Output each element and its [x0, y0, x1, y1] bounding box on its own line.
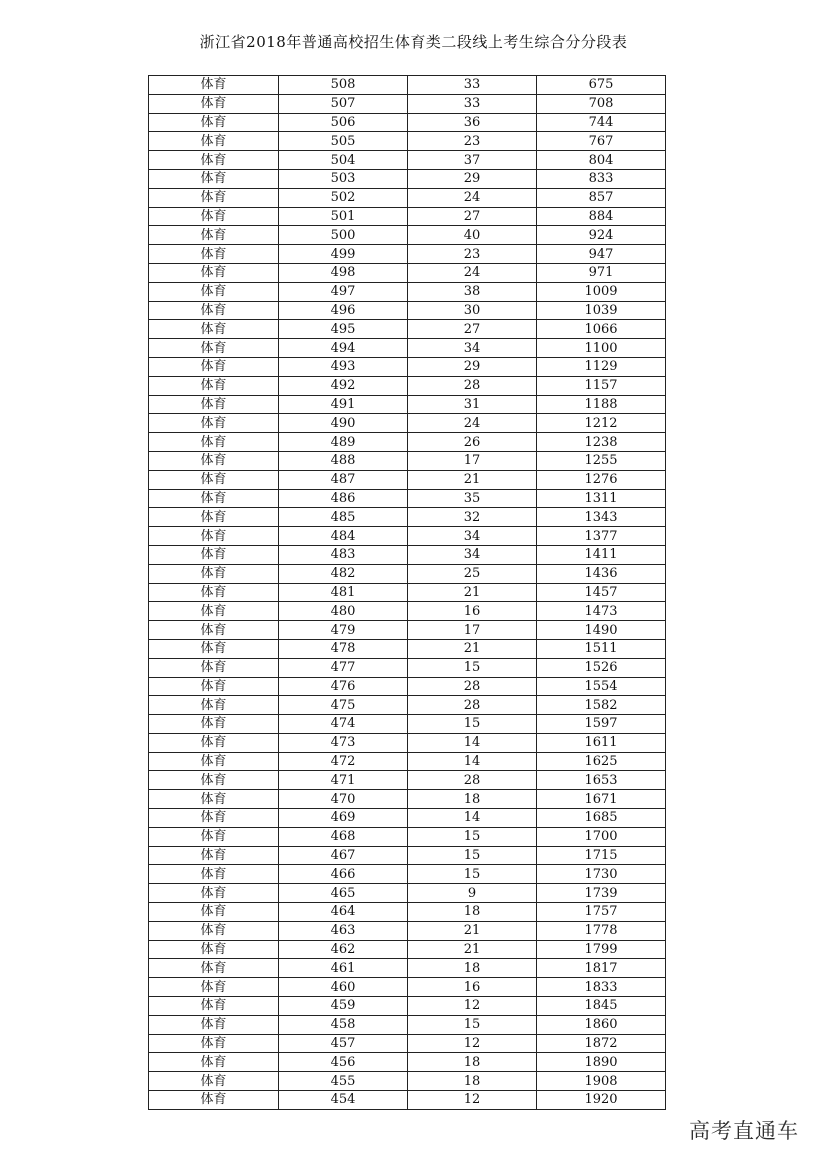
count-cell: 12 — [408, 1091, 537, 1110]
cumulative-cell: 884 — [537, 207, 666, 226]
score-cell: 475 — [279, 696, 408, 715]
table-row — [149, 846, 666, 865]
cumulative-cell: 1872 — [537, 1034, 666, 1053]
count-cell: 12 — [408, 997, 537, 1016]
count-cell: 16 — [408, 602, 537, 621]
category-cell: 体育 — [149, 188, 279, 207]
cumulative-cell: 1671 — [537, 790, 666, 809]
count-cell: 14 — [408, 752, 537, 771]
category-cell: 体育 — [149, 865, 279, 884]
cumulative-cell: 1009 — [537, 282, 666, 301]
table-row — [149, 959, 666, 978]
category-cell: 体育 — [149, 282, 279, 301]
category-cell: 体育 — [149, 301, 279, 320]
score-cell: 463 — [279, 921, 408, 940]
score-distribution-table — [148, 75, 666, 1110]
category-cell: 体育 — [149, 1072, 279, 1091]
table-row — [149, 545, 666, 564]
table-row — [149, 151, 666, 170]
cumulative-cell: 1582 — [537, 696, 666, 715]
table-row — [149, 658, 666, 677]
score-cell: 459 — [279, 997, 408, 1016]
cumulative-cell: 1526 — [537, 658, 666, 677]
cumulative-cell: 1157 — [537, 376, 666, 395]
score-cell: 499 — [279, 245, 408, 264]
score-cell: 462 — [279, 940, 408, 959]
category-cell: 体育 — [149, 395, 279, 414]
count-cell: 27 — [408, 207, 537, 226]
score-cell: 480 — [279, 602, 408, 621]
table-row — [149, 940, 666, 959]
count-cell: 31 — [408, 395, 537, 414]
count-cell: 26 — [408, 433, 537, 452]
table-row — [149, 903, 666, 922]
cumulative-cell: 1860 — [537, 1015, 666, 1034]
score-cell: 496 — [279, 301, 408, 320]
score-cell: 489 — [279, 433, 408, 452]
cumulative-cell: 947 — [537, 245, 666, 264]
table-row — [149, 752, 666, 771]
count-cell: 18 — [408, 903, 537, 922]
cumulative-cell: 1817 — [537, 959, 666, 978]
watermark-logo-text: 高考直通车 — [689, 1119, 799, 1143]
count-cell: 28 — [408, 771, 537, 790]
count-cell: 34 — [408, 545, 537, 564]
score-cell: 457 — [279, 1034, 408, 1053]
count-cell: 15 — [408, 846, 537, 865]
page-title: 浙江省2018年普通高校招生体育类二段线上考生综合分分段表 — [199, 33, 628, 51]
count-cell: 14 — [408, 733, 537, 752]
table-row — [149, 827, 666, 846]
category-cell: 体育 — [149, 207, 279, 226]
score-cell: 495 — [279, 320, 408, 339]
category-cell: 体育 — [149, 76, 279, 95]
cumulative-cell: 1920 — [537, 1091, 666, 1110]
score-cell: 456 — [279, 1053, 408, 1072]
cumulative-cell: 1700 — [537, 827, 666, 846]
score-cell: 506 — [279, 113, 408, 132]
table-row — [149, 451, 666, 470]
cumulative-cell: 1066 — [537, 320, 666, 339]
category-cell: 体育 — [149, 527, 279, 546]
table-row — [149, 771, 666, 790]
cumulative-cell: 1212 — [537, 414, 666, 433]
score-cell: 455 — [279, 1072, 408, 1091]
count-cell: 15 — [408, 1015, 537, 1034]
category-cell: 体育 — [149, 790, 279, 809]
count-cell: 16 — [408, 978, 537, 997]
cumulative-cell: 1188 — [537, 395, 666, 414]
table-row — [149, 621, 666, 640]
category-cell: 体育 — [149, 1091, 279, 1110]
score-cell: 472 — [279, 752, 408, 771]
table-row — [149, 921, 666, 940]
count-cell: 21 — [408, 940, 537, 959]
table-row — [149, 376, 666, 395]
table-row — [149, 865, 666, 884]
count-cell: 38 — [408, 282, 537, 301]
category-cell: 体育 — [149, 320, 279, 339]
cumulative-cell: 1490 — [537, 621, 666, 640]
count-cell: 40 — [408, 226, 537, 245]
score-cell: 454 — [279, 1091, 408, 1110]
category-cell: 体育 — [149, 263, 279, 282]
category-cell: 体育 — [149, 846, 279, 865]
table-row — [149, 639, 666, 658]
cumulative-cell: 1511 — [537, 639, 666, 658]
table-row — [149, 696, 666, 715]
category-cell: 体育 — [149, 959, 279, 978]
category-cell: 体育 — [149, 169, 279, 188]
table-row — [149, 1053, 666, 1072]
category-cell: 体育 — [149, 357, 279, 376]
count-cell: 21 — [408, 583, 537, 602]
table-row — [149, 113, 666, 132]
table-row — [149, 470, 666, 489]
category-cell: 体育 — [149, 470, 279, 489]
score-cell: 494 — [279, 339, 408, 358]
score-cell: 507 — [279, 94, 408, 113]
score-cell: 481 — [279, 583, 408, 602]
table-row — [149, 564, 666, 583]
table-row — [149, 433, 666, 452]
count-cell: 18 — [408, 790, 537, 809]
table-row — [149, 809, 666, 828]
count-cell: 21 — [408, 639, 537, 658]
table-row — [149, 583, 666, 602]
cumulative-cell: 1377 — [537, 527, 666, 546]
cumulative-cell: 1625 — [537, 752, 666, 771]
count-cell: 15 — [408, 658, 537, 677]
score-cell: 485 — [279, 508, 408, 527]
table-row — [149, 169, 666, 188]
table-row — [149, 414, 666, 433]
cumulative-cell: 1799 — [537, 940, 666, 959]
table-body — [149, 76, 666, 1110]
count-cell: 24 — [408, 263, 537, 282]
score-cell: 464 — [279, 903, 408, 922]
table-row — [149, 733, 666, 752]
score-cell: 474 — [279, 715, 408, 734]
category-cell: 体育 — [149, 677, 279, 696]
count-cell: 15 — [408, 715, 537, 734]
table-row — [149, 884, 666, 903]
count-cell: 28 — [408, 677, 537, 696]
category-cell: 体育 — [149, 771, 279, 790]
cumulative-cell: 1730 — [537, 865, 666, 884]
count-cell: 18 — [408, 1072, 537, 1091]
score-cell: 491 — [279, 395, 408, 414]
score-cell: 469 — [279, 809, 408, 828]
count-cell: 24 — [408, 414, 537, 433]
cumulative-cell: 744 — [537, 113, 666, 132]
cumulative-cell: 1597 — [537, 715, 666, 734]
category-cell: 体育 — [149, 376, 279, 395]
table-row — [149, 602, 666, 621]
cumulative-cell: 1908 — [537, 1072, 666, 1091]
category-cell: 体育 — [149, 1015, 279, 1034]
score-cell: 493 — [279, 357, 408, 376]
category-cell: 体育 — [149, 1053, 279, 1072]
category-cell: 体育 — [149, 433, 279, 452]
score-cell: 484 — [279, 527, 408, 546]
category-cell: 体育 — [149, 414, 279, 433]
category-cell: 体育 — [149, 489, 279, 508]
table-row — [149, 677, 666, 696]
category-cell: 体育 — [149, 151, 279, 170]
score-cell: 504 — [279, 151, 408, 170]
score-cell: 501 — [279, 207, 408, 226]
category-cell: 体育 — [149, 715, 279, 734]
category-cell: 体育 — [149, 245, 279, 264]
table-row — [149, 790, 666, 809]
cumulative-cell: 1457 — [537, 583, 666, 602]
cumulative-cell: 857 — [537, 188, 666, 207]
score-cell: 500 — [279, 226, 408, 245]
count-cell: 27 — [408, 320, 537, 339]
score-cell: 505 — [279, 132, 408, 151]
cumulative-cell: 1757 — [537, 903, 666, 922]
cumulative-cell: 1255 — [537, 451, 666, 470]
count-cell: 28 — [408, 696, 537, 715]
count-cell: 18 — [408, 1053, 537, 1072]
category-cell: 体育 — [149, 113, 279, 132]
category-cell: 体育 — [149, 621, 279, 640]
score-cell: 486 — [279, 489, 408, 508]
cumulative-cell: 804 — [537, 151, 666, 170]
score-cell: 488 — [279, 451, 408, 470]
count-cell: 12 — [408, 1034, 537, 1053]
count-cell: 28 — [408, 376, 537, 395]
category-cell: 体育 — [149, 451, 279, 470]
count-cell: 33 — [408, 76, 537, 95]
count-cell: 17 — [408, 451, 537, 470]
category-cell: 体育 — [149, 226, 279, 245]
category-cell: 体育 — [149, 508, 279, 527]
cumulative-cell: 1473 — [537, 602, 666, 621]
table-row — [149, 527, 666, 546]
score-cell: 458 — [279, 1015, 408, 1034]
category-cell: 体育 — [149, 921, 279, 940]
score-cell: 473 — [279, 733, 408, 752]
category-cell: 体育 — [149, 978, 279, 997]
score-cell: 490 — [279, 414, 408, 433]
count-cell: 14 — [408, 809, 537, 828]
score-cell: 471 — [279, 771, 408, 790]
cumulative-cell: 1833 — [537, 978, 666, 997]
cumulative-cell: 1685 — [537, 809, 666, 828]
count-cell: 37 — [408, 151, 537, 170]
cumulative-cell: 1778 — [537, 921, 666, 940]
table-row — [149, 339, 666, 358]
cumulative-cell: 1343 — [537, 508, 666, 527]
score-cell: 492 — [279, 376, 408, 395]
score-cell: 468 — [279, 827, 408, 846]
score-cell: 482 — [279, 564, 408, 583]
table-row — [149, 207, 666, 226]
table-row — [149, 320, 666, 339]
category-cell: 体育 — [149, 602, 279, 621]
table-row — [149, 997, 666, 1016]
score-cell: 497 — [279, 282, 408, 301]
cumulative-cell: 708 — [537, 94, 666, 113]
score-cell: 483 — [279, 545, 408, 564]
cumulative-cell: 1611 — [537, 733, 666, 752]
cumulative-cell: 833 — [537, 169, 666, 188]
count-cell: 15 — [408, 827, 537, 846]
cumulative-cell: 1100 — [537, 339, 666, 358]
category-cell: 体育 — [149, 132, 279, 151]
category-cell: 体育 — [149, 658, 279, 677]
count-cell: 23 — [408, 132, 537, 151]
score-cell: 461 — [279, 959, 408, 978]
score-cell: 508 — [279, 76, 408, 95]
count-cell: 33 — [408, 94, 537, 113]
cumulative-cell: 1890 — [537, 1053, 666, 1072]
count-cell: 29 — [408, 169, 537, 188]
category-cell: 体育 — [149, 696, 279, 715]
table-row — [149, 395, 666, 414]
count-cell: 30 — [408, 301, 537, 320]
score-cell: 476 — [279, 677, 408, 696]
table-row — [149, 489, 666, 508]
category-cell: 体育 — [149, 827, 279, 846]
count-cell: 23 — [408, 245, 537, 264]
cumulative-cell: 1276 — [537, 470, 666, 489]
category-cell: 体育 — [149, 545, 279, 564]
category-cell: 体育 — [149, 809, 279, 828]
table-row — [149, 978, 666, 997]
category-cell: 体育 — [149, 752, 279, 771]
cumulative-cell: 1129 — [537, 357, 666, 376]
category-cell: 体育 — [149, 884, 279, 903]
count-cell: 9 — [408, 884, 537, 903]
count-cell: 32 — [408, 508, 537, 527]
category-cell: 体育 — [149, 94, 279, 113]
category-cell: 体育 — [149, 339, 279, 358]
category-cell: 体育 — [149, 583, 279, 602]
category-cell: 体育 — [149, 997, 279, 1016]
score-cell: 477 — [279, 658, 408, 677]
category-cell: 体育 — [149, 903, 279, 922]
count-cell: 21 — [408, 921, 537, 940]
table-row — [149, 1015, 666, 1034]
cumulative-cell: 1554 — [537, 677, 666, 696]
score-cell: 465 — [279, 884, 408, 903]
score-cell: 466 — [279, 865, 408, 884]
table-row — [149, 1034, 666, 1053]
cumulative-cell: 1715 — [537, 846, 666, 865]
score-cell: 467 — [279, 846, 408, 865]
cumulative-cell: 971 — [537, 263, 666, 282]
score-cell: 470 — [279, 790, 408, 809]
score-cell: 478 — [279, 639, 408, 658]
category-cell: 体育 — [149, 940, 279, 959]
cumulative-cell: 1845 — [537, 997, 666, 1016]
count-cell: 21 — [408, 470, 537, 489]
table-row — [149, 263, 666, 282]
table-row — [149, 226, 666, 245]
cumulative-cell: 924 — [537, 226, 666, 245]
count-cell: 15 — [408, 865, 537, 884]
table-row — [149, 76, 666, 95]
table-row — [149, 94, 666, 113]
score-cell: 503 — [279, 169, 408, 188]
table-row — [149, 132, 666, 151]
cumulative-cell: 1653 — [537, 771, 666, 790]
count-cell: 34 — [408, 339, 537, 358]
cumulative-cell: 767 — [537, 132, 666, 151]
cumulative-cell: 1039 — [537, 301, 666, 320]
score-cell: 460 — [279, 978, 408, 997]
table-row — [149, 1091, 666, 1110]
score-cell: 498 — [279, 263, 408, 282]
table-row — [149, 282, 666, 301]
count-cell: 25 — [408, 564, 537, 583]
category-cell: 体育 — [149, 639, 279, 658]
cumulative-cell: 1238 — [537, 433, 666, 452]
table-row — [149, 245, 666, 264]
table-row — [149, 301, 666, 320]
count-cell: 29 — [408, 357, 537, 376]
cumulative-cell: 1436 — [537, 564, 666, 583]
score-cell: 487 — [279, 470, 408, 489]
cumulative-cell: 675 — [537, 76, 666, 95]
category-cell: 体育 — [149, 564, 279, 583]
count-cell: 24 — [408, 188, 537, 207]
count-cell: 17 — [408, 621, 537, 640]
count-cell: 34 — [408, 527, 537, 546]
score-cell: 479 — [279, 621, 408, 640]
score-cell: 502 — [279, 188, 408, 207]
table-row — [149, 715, 666, 734]
cumulative-cell: 1411 — [537, 545, 666, 564]
table-row — [149, 508, 666, 527]
table-row — [149, 357, 666, 376]
table-row — [149, 1072, 666, 1091]
category-cell: 体育 — [149, 733, 279, 752]
table-row — [149, 188, 666, 207]
count-cell: 36 — [408, 113, 537, 132]
cumulative-cell: 1311 — [537, 489, 666, 508]
category-cell: 体育 — [149, 1034, 279, 1053]
count-cell: 18 — [408, 959, 537, 978]
cumulative-cell: 1739 — [537, 884, 666, 903]
count-cell: 35 — [408, 489, 537, 508]
